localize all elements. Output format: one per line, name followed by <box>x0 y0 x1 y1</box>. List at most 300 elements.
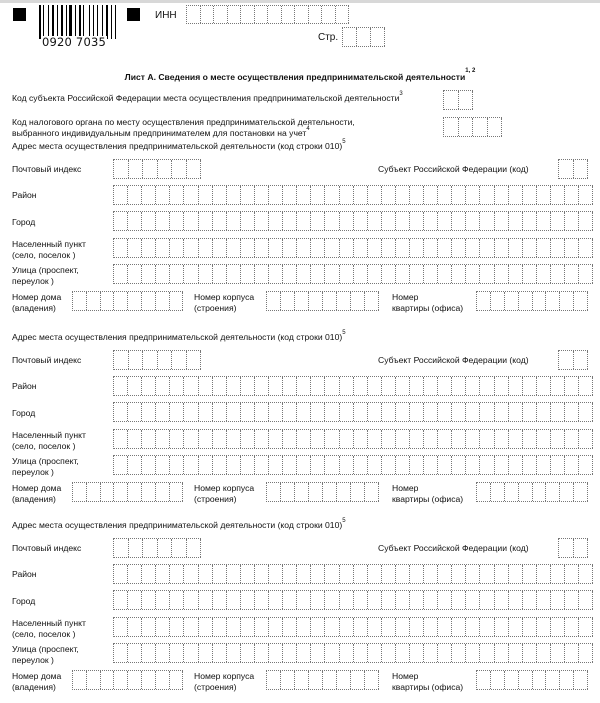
character-cell[interactable] <box>551 430 565 448</box>
character-cell[interactable] <box>114 539 129 557</box>
character-cell[interactable] <box>199 265 213 283</box>
character-cell[interactable] <box>309 483 323 501</box>
character-cell[interactable] <box>477 292 491 310</box>
character-cell[interactable] <box>283 239 297 257</box>
character-cell[interactable] <box>311 456 325 474</box>
character-cell[interactable] <box>466 456 480 474</box>
character-cell[interactable] <box>156 212 170 230</box>
character-cell[interactable] <box>368 430 382 448</box>
character-cell[interactable] <box>424 239 438 257</box>
character-cell[interactable] <box>114 265 128 283</box>
character-cell[interactable] <box>424 212 438 230</box>
character-cell[interactable] <box>170 377 184 395</box>
character-cell[interactable] <box>523 239 537 257</box>
character-cell[interactable] <box>396 591 410 609</box>
character-cell[interactable] <box>241 377 255 395</box>
character-cell[interactable] <box>213 430 227 448</box>
character-cell[interactable] <box>213 377 227 395</box>
character-cell[interactable] <box>73 483 87 501</box>
character-cell[interactable] <box>410 456 424 474</box>
character-cell[interactable] <box>267 292 281 310</box>
character-cell[interactable] <box>129 539 144 557</box>
locality-field[interactable] <box>113 429 593 449</box>
character-cell[interactable] <box>495 644 509 662</box>
character-cell[interactable] <box>480 186 494 204</box>
character-cell[interactable] <box>574 292 588 310</box>
character-cell[interactable] <box>491 292 505 310</box>
house-number-field[interactable] <box>72 482 183 502</box>
character-cell[interactable] <box>466 591 480 609</box>
character-cell[interactable] <box>396 403 410 421</box>
character-cell[interactable] <box>340 265 354 283</box>
character-cell[interactable] <box>452 644 466 662</box>
character-cell[interactable] <box>579 239 593 257</box>
character-cell[interactable] <box>325 456 339 474</box>
character-cell[interactable] <box>551 618 565 636</box>
character-cell[interactable] <box>537 591 551 609</box>
character-cell[interactable] <box>509 265 523 283</box>
character-cell[interactable] <box>187 539 202 557</box>
character-cell[interactable] <box>365 671 379 689</box>
character-cell[interactable] <box>170 483 184 501</box>
character-cell[interactable] <box>227 430 241 448</box>
character-cell[interactable] <box>340 430 354 448</box>
character-cell[interactable] <box>537 403 551 421</box>
character-cell[interactable] <box>269 456 283 474</box>
character-cell[interactable] <box>396 644 410 662</box>
city-field[interactable] <box>113 211 593 231</box>
character-cell[interactable] <box>382 456 396 474</box>
character-cell[interactable] <box>579 186 593 204</box>
character-cell[interactable] <box>281 292 295 310</box>
character-cell[interactable] <box>551 377 565 395</box>
character-cell[interactable] <box>143 539 158 557</box>
character-cell[interactable] <box>170 212 184 230</box>
character-cell[interactable] <box>283 212 297 230</box>
character-cell[interactable] <box>269 618 283 636</box>
character-cell[interactable] <box>142 403 156 421</box>
character-cell[interactable] <box>523 565 537 583</box>
character-cell[interactable] <box>184 618 198 636</box>
character-cell[interactable] <box>551 403 565 421</box>
character-cell[interactable] <box>325 265 339 283</box>
character-cell[interactable] <box>509 644 523 662</box>
character-cell[interactable] <box>565 265 579 283</box>
locality-field[interactable] <box>113 238 593 258</box>
character-cell[interactable] <box>565 565 579 583</box>
character-cell[interactable] <box>452 591 466 609</box>
character-cell[interactable] <box>565 430 579 448</box>
character-cell[interactable] <box>227 377 241 395</box>
character-cell[interactable] <box>283 430 297 448</box>
character-cell[interactable] <box>354 430 368 448</box>
character-cell[interactable] <box>156 671 170 689</box>
character-cell[interactable] <box>396 265 410 283</box>
character-cell[interactable] <box>509 212 523 230</box>
character-cell[interactable] <box>87 483 101 501</box>
character-cell[interactable] <box>87 671 101 689</box>
character-cell[interactable] <box>101 292 115 310</box>
character-cell[interactable] <box>519 292 533 310</box>
character-cell[interactable] <box>269 430 283 448</box>
character-cell[interactable] <box>297 239 311 257</box>
character-cell[interactable] <box>340 565 354 583</box>
character-cell[interactable] <box>227 186 241 204</box>
character-cell[interactable] <box>424 430 438 448</box>
character-cell[interactable] <box>438 239 452 257</box>
character-cell[interactable] <box>354 591 368 609</box>
character-cell[interactable] <box>382 212 396 230</box>
character-cell[interactable] <box>156 292 170 310</box>
character-cell[interactable] <box>424 403 438 421</box>
character-cell[interactable] <box>509 565 523 583</box>
character-cell[interactable] <box>368 239 382 257</box>
character-cell[interactable] <box>523 591 537 609</box>
character-cell[interactable] <box>509 430 523 448</box>
character-cell[interactable] <box>227 591 241 609</box>
character-cell[interactable] <box>337 292 351 310</box>
character-cell[interactable] <box>170 265 184 283</box>
character-cell[interactable] <box>537 644 551 662</box>
character-cell[interactable] <box>565 239 579 257</box>
character-cell[interactable] <box>170 403 184 421</box>
character-cell[interactable] <box>354 186 368 204</box>
character-cell[interactable] <box>438 377 452 395</box>
character-cell[interactable] <box>424 644 438 662</box>
character-cell[interactable] <box>495 212 509 230</box>
house-number-field[interactable] <box>72 291 183 311</box>
character-cell[interactable] <box>227 618 241 636</box>
character-cell[interactable] <box>295 483 309 501</box>
character-cell[interactable] <box>170 456 184 474</box>
character-cell[interactable] <box>537 265 551 283</box>
character-cell[interactable] <box>438 430 452 448</box>
character-cell[interactable] <box>184 644 198 662</box>
character-cell[interactable] <box>480 212 494 230</box>
character-cell[interactable] <box>114 351 129 369</box>
character-cell[interactable] <box>424 456 438 474</box>
character-cell[interactable] <box>452 186 466 204</box>
character-cell[interactable] <box>410 591 424 609</box>
character-cell[interactable] <box>382 565 396 583</box>
character-cell[interactable] <box>410 186 424 204</box>
tax-authority-code-field[interactable] <box>443 117 502 137</box>
character-cell[interactable] <box>424 591 438 609</box>
character-cell[interactable] <box>114 239 128 257</box>
character-cell[interactable] <box>213 212 227 230</box>
character-cell[interactable] <box>142 265 156 283</box>
character-cell[interactable] <box>410 212 424 230</box>
character-cell[interactable] <box>509 618 523 636</box>
character-cell[interactable] <box>325 591 339 609</box>
character-cell[interactable] <box>480 430 494 448</box>
character-cell[interactable] <box>128 456 142 474</box>
character-cell[interactable] <box>213 403 227 421</box>
character-cell[interactable] <box>323 483 337 501</box>
character-cell[interactable] <box>311 377 325 395</box>
district-field[interactable] <box>113 564 593 584</box>
character-cell[interactable] <box>368 591 382 609</box>
character-cell[interactable] <box>340 239 354 257</box>
character-cell[interactable] <box>170 565 184 583</box>
character-cell[interactable] <box>184 186 198 204</box>
character-cell[interactable] <box>311 403 325 421</box>
character-cell[interactable] <box>297 618 311 636</box>
character-cell[interactable] <box>255 644 269 662</box>
character-cell[interactable] <box>114 160 129 178</box>
character-cell[interactable] <box>325 186 339 204</box>
character-cell[interactable] <box>297 403 311 421</box>
character-cell[interactable] <box>172 539 187 557</box>
character-cell[interactable] <box>523 186 537 204</box>
character-cell[interactable] <box>128 565 142 583</box>
character-cell[interactable] <box>156 483 170 501</box>
postal-code-field[interactable] <box>113 538 201 558</box>
character-cell[interactable] <box>142 565 156 583</box>
character-cell[interactable] <box>410 565 424 583</box>
character-cell[interactable] <box>142 239 156 257</box>
character-cell[interactable] <box>523 644 537 662</box>
character-cell[interactable] <box>537 430 551 448</box>
character-cell[interactable] <box>114 377 128 395</box>
character-cell[interactable] <box>382 644 396 662</box>
character-cell[interactable] <box>269 377 283 395</box>
character-cell[interactable] <box>267 483 281 501</box>
subject-code-field[interactable] <box>558 538 588 558</box>
character-cell[interactable] <box>311 239 325 257</box>
character-cell[interactable] <box>537 239 551 257</box>
character-cell[interactable] <box>382 377 396 395</box>
character-cell[interactable] <box>241 565 255 583</box>
character-cell[interactable] <box>354 212 368 230</box>
character-cell[interactable] <box>396 212 410 230</box>
character-cell[interactable] <box>227 265 241 283</box>
character-cell[interactable] <box>241 212 255 230</box>
character-cell[interactable] <box>495 403 509 421</box>
character-cell[interactable] <box>565 403 579 421</box>
character-cell[interactable] <box>156 565 170 583</box>
character-cell[interactable] <box>214 6 228 23</box>
character-cell[interactable] <box>368 212 382 230</box>
character-cell[interactable] <box>281 483 295 501</box>
character-cell[interactable] <box>323 671 337 689</box>
character-cell[interactable] <box>382 618 396 636</box>
character-cell[interactable] <box>410 265 424 283</box>
character-cell[interactable] <box>368 186 382 204</box>
character-cell[interactable] <box>438 265 452 283</box>
character-cell[interactable] <box>559 539 574 557</box>
character-cell[interactable] <box>351 483 365 501</box>
house-number-field[interactable] <box>72 670 183 690</box>
character-cell[interactable] <box>128 403 142 421</box>
character-cell[interactable] <box>424 186 438 204</box>
character-cell[interactable] <box>255 377 269 395</box>
character-cell[interactable] <box>410 644 424 662</box>
character-cell[interactable] <box>255 6 269 23</box>
character-cell[interactable] <box>579 430 593 448</box>
character-cell[interactable] <box>579 377 593 395</box>
character-cell[interactable] <box>255 265 269 283</box>
character-cell[interactable] <box>170 618 184 636</box>
character-cell[interactable] <box>156 618 170 636</box>
character-cell[interactable] <box>283 618 297 636</box>
character-cell[interactable] <box>213 565 227 583</box>
character-cell[interactable] <box>325 377 339 395</box>
character-cell[interactable] <box>241 591 255 609</box>
character-cell[interactable] <box>309 6 323 23</box>
character-cell[interactable] <box>533 483 547 501</box>
character-cell[interactable] <box>170 644 184 662</box>
character-cell[interactable] <box>438 212 452 230</box>
character-cell[interactable] <box>523 403 537 421</box>
character-cell[interactable] <box>311 212 325 230</box>
character-cell[interactable] <box>523 212 537 230</box>
character-cell[interactable] <box>365 292 379 310</box>
character-cell[interactable] <box>480 644 494 662</box>
character-cell[interactable] <box>537 212 551 230</box>
character-cell[interactable] <box>311 591 325 609</box>
character-cell[interactable] <box>241 618 255 636</box>
character-cell[interactable] <box>128 618 142 636</box>
character-cell[interactable] <box>452 212 466 230</box>
character-cell[interactable] <box>128 186 142 204</box>
character-cell[interactable] <box>509 377 523 395</box>
character-cell[interactable] <box>325 565 339 583</box>
character-cell[interactable] <box>213 644 227 662</box>
character-cell[interactable] <box>241 239 255 257</box>
character-cell[interactable] <box>142 483 156 501</box>
character-cell[interactable] <box>579 403 593 421</box>
character-cell[interactable] <box>184 212 198 230</box>
character-cell[interactable] <box>574 539 589 557</box>
character-cell[interactable] <box>156 430 170 448</box>
character-cell[interactable] <box>170 292 184 310</box>
character-cell[interactable] <box>172 351 187 369</box>
character-cell[interactable] <box>114 430 128 448</box>
character-cell[interactable] <box>537 618 551 636</box>
character-cell[interactable] <box>410 430 424 448</box>
character-cell[interactable] <box>505 292 519 310</box>
character-cell[interactable] <box>368 565 382 583</box>
character-cell[interactable] <box>565 618 579 636</box>
character-cell[interactable] <box>396 239 410 257</box>
character-cell[interactable] <box>551 591 565 609</box>
character-cell[interactable] <box>255 212 269 230</box>
character-cell[interactable] <box>546 292 560 310</box>
character-cell[interactable] <box>128 671 142 689</box>
character-cell[interactable] <box>142 456 156 474</box>
character-cell[interactable] <box>495 377 509 395</box>
character-cell[interactable] <box>142 377 156 395</box>
character-cell[interactable] <box>170 591 184 609</box>
character-cell[interactable] <box>382 186 396 204</box>
character-cell[interactable] <box>309 671 323 689</box>
character-cell[interactable] <box>396 456 410 474</box>
character-cell[interactable] <box>340 618 354 636</box>
city-field[interactable] <box>113 402 593 422</box>
character-cell[interactable] <box>466 618 480 636</box>
character-cell[interactable] <box>340 186 354 204</box>
character-cell[interactable] <box>546 483 560 501</box>
character-cell[interactable] <box>579 456 593 474</box>
character-cell[interactable] <box>114 186 128 204</box>
character-cell[interactable] <box>128 377 142 395</box>
character-cell[interactable] <box>227 403 241 421</box>
district-field[interactable] <box>113 376 593 396</box>
character-cell[interactable] <box>114 212 128 230</box>
character-cell[interactable] <box>343 28 357 46</box>
character-cell[interactable] <box>371 28 385 46</box>
character-cell[interactable] <box>396 186 410 204</box>
character-cell[interactable] <box>495 430 509 448</box>
character-cell[interactable] <box>523 430 537 448</box>
character-cell[interactable] <box>537 377 551 395</box>
character-cell[interactable] <box>255 239 269 257</box>
locality-field[interactable] <box>113 617 593 637</box>
character-cell[interactable] <box>199 644 213 662</box>
character-cell[interactable] <box>523 618 537 636</box>
character-cell[interactable] <box>295 292 309 310</box>
character-cell[interactable] <box>268 6 282 23</box>
apartment-number-field[interactable] <box>476 291 588 311</box>
character-cell[interactable] <box>184 565 198 583</box>
character-cell[interactable] <box>505 483 519 501</box>
character-cell[interactable] <box>269 212 283 230</box>
character-cell[interactable] <box>466 430 480 448</box>
character-cell[interactable] <box>368 377 382 395</box>
character-cell[interactable] <box>184 456 198 474</box>
character-cell[interactable] <box>142 591 156 609</box>
character-cell[interactable] <box>128 644 142 662</box>
character-cell[interactable] <box>559 160 574 178</box>
character-cell[interactable] <box>354 565 368 583</box>
character-cell[interactable] <box>269 565 283 583</box>
character-cell[interactable] <box>142 292 156 310</box>
character-cell[interactable] <box>337 483 351 501</box>
character-cell[interactable] <box>560 671 574 689</box>
character-cell[interactable] <box>466 239 480 257</box>
character-cell[interactable] <box>283 186 297 204</box>
character-cell[interactable] <box>187 6 201 23</box>
character-cell[interactable] <box>199 377 213 395</box>
character-cell[interactable] <box>156 403 170 421</box>
character-cell[interactable] <box>410 403 424 421</box>
character-cell[interactable] <box>368 403 382 421</box>
character-cell[interactable] <box>255 456 269 474</box>
character-cell[interactable] <box>213 186 227 204</box>
character-cell[interactable] <box>340 456 354 474</box>
character-cell[interactable] <box>101 483 115 501</box>
character-cell[interactable] <box>227 456 241 474</box>
character-cell[interactable] <box>551 186 565 204</box>
character-cell[interactable] <box>466 403 480 421</box>
character-cell[interactable] <box>227 239 241 257</box>
character-cell[interactable] <box>495 618 509 636</box>
character-cell[interactable] <box>410 377 424 395</box>
character-cell[interactable] <box>551 239 565 257</box>
character-cell[interactable] <box>213 239 227 257</box>
character-cell[interactable] <box>354 265 368 283</box>
character-cell[interactable] <box>382 403 396 421</box>
character-cell[interactable] <box>241 265 255 283</box>
character-cell[interactable] <box>466 186 480 204</box>
character-cell[interactable] <box>114 618 128 636</box>
character-cell[interactable] <box>142 644 156 662</box>
character-cell[interactable] <box>184 430 198 448</box>
character-cell[interactable] <box>101 671 115 689</box>
character-cell[interactable] <box>579 565 593 583</box>
character-cell[interactable] <box>495 186 509 204</box>
